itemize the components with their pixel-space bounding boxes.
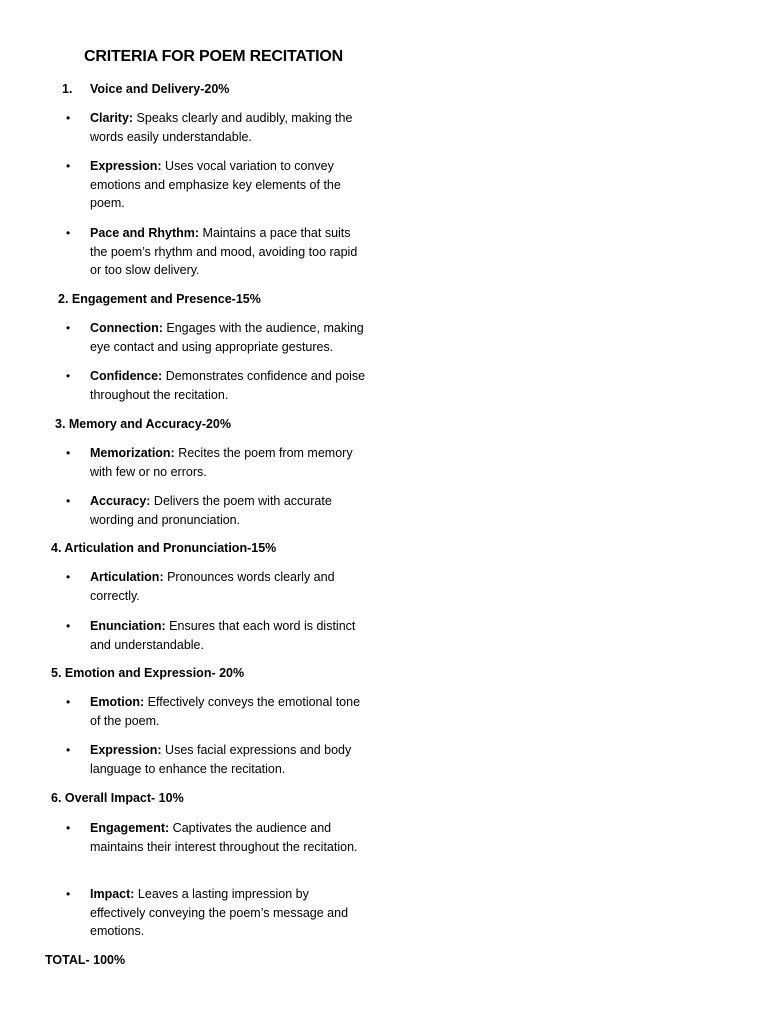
list-item — [66, 741, 366, 778]
bullet-icon: • — [66, 743, 71, 757]
criterion-text: Recites the poem from memory with few or no errors. — [90, 446, 353, 479]
bullet-icon: • — [66, 321, 71, 335]
criterion-text: Effectively conveys the emotional tone of the poem. — [90, 695, 361, 728]
bullet-icon: • — [66, 494, 71, 508]
criterion-text: Captivates the audience and maintains their interest throughout the recitation. — [90, 821, 358, 854]
criterion-term: Articulation: — [90, 570, 164, 584]
bullet-icon: • — [66, 446, 71, 460]
section-heading: 3. Memory and Accuracy-20% — [55, 417, 232, 431]
criterion-term: Confidence: — [90, 369, 163, 383]
bullet-icon: • — [66, 619, 71, 633]
criterion-term: Engagement: — [90, 821, 170, 835]
criterion-text: Maintains a pace that suits the poem’s rhythm and mood, avoiding too rapid or too slow delivery. — [90, 226, 358, 278]
bullet-icon: • — [66, 695, 71, 709]
criterion-text: Pronounces words clearly and correctly. — [90, 570, 335, 603]
section-heading: 6. Overall Impact- 10% — [51, 791, 184, 805]
bullet-icon: • — [66, 111, 71, 125]
list-item — [66, 367, 366, 404]
section-heading: 4. Articulation and Pronunciation-15% — [51, 541, 277, 555]
bullet-icon: • — [66, 570, 71, 584]
criterion-term: Impact: — [90, 887, 135, 901]
bullet-icon: • — [66, 887, 71, 901]
criterion-text: Delivers the poem with accurate wording and pronunciation. — [90, 494, 332, 527]
criterion-term: Memorization: — [90, 446, 175, 460]
bullet-icon: • — [66, 159, 71, 173]
criterion-term: Emotion: — [90, 695, 145, 709]
criterion-term: Expression: — [90, 743, 162, 757]
list-item — [66, 319, 366, 356]
list-item — [66, 492, 366, 529]
list-item — [66, 617, 366, 654]
list-item — [66, 224, 366, 280]
section-heading-text: Voice and Delivery-20% — [90, 82, 230, 96]
criterion-term: Accuracy: — [90, 494, 151, 508]
list-item — [66, 444, 366, 481]
bullet-icon: • — [66, 369, 71, 383]
bullet-icon: • — [66, 226, 71, 240]
criterion-text: Ensures that each word is distinct and understandable. — [90, 619, 356, 652]
list-item — [66, 885, 366, 941]
criterion-term: Clarity: — [90, 111, 134, 125]
criterion-text: Demonstrates confidence and poise throughout the recitation. — [90, 369, 366, 402]
criterion-term: Pace and Rhythm: — [90, 226, 200, 240]
list-item — [66, 157, 366, 213]
document-title: CRITERIA FOR POEM RECITATION — [84, 48, 343, 65]
criterion-term: Enunciation: — [90, 619, 166, 633]
criterion-text: Engages with the audience, making eye contact and using appropriate gestures. — [90, 321, 364, 354]
section-heading — [62, 82, 229, 96]
total-score: TOTAL- 100% — [45, 953, 126, 967]
criterion-term: Connection: — [90, 321, 163, 335]
section-heading: 5. Emotion and Expression- 20% — [51, 666, 245, 680]
list-item — [66, 109, 366, 146]
criterion-text: Uses facial expressions and body language to enhance the recitation. — [90, 743, 352, 776]
criterion-term: Expression: — [90, 159, 162, 173]
list-item — [66, 693, 366, 730]
criterion-text: Speaks clearly and audibly, making the words easily understandable. — [90, 111, 353, 144]
list-item — [66, 568, 366, 605]
bullet-icon: • — [66, 821, 71, 835]
criterion-text: Leaves a lasting impression by effectively conveying the poem’s message and emotions. — [90, 887, 349, 939]
criterion-text: Uses vocal variation to convey emotions and emphasize key elements of the poem. — [90, 159, 341, 211]
list-item — [66, 819, 366, 856]
section-heading: 2. Engagement and Presence-15% — [58, 292, 261, 306]
section-number: 1. — [62, 82, 73, 96]
